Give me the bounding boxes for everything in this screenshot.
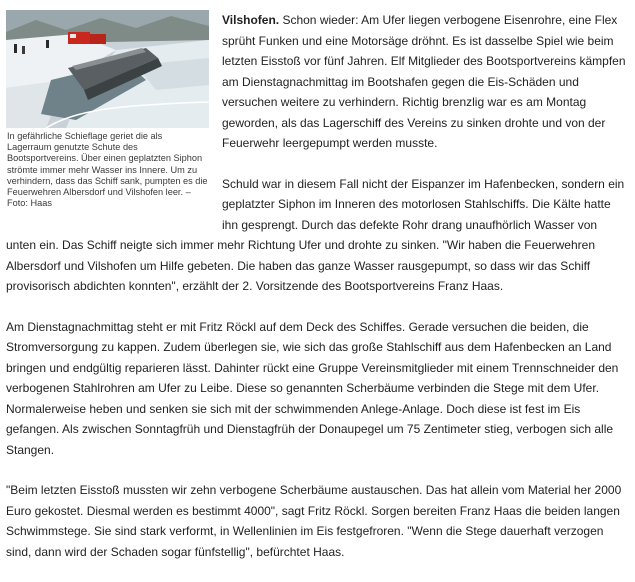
photo-figure — [6, 10, 209, 209]
paragraph-1-text: Schon wieder: Am Ufer liegen verbogene Eisenrohre, eine Flex sprüht Funken und eine Motorsäge dröhnt. Es ist dasselbe Spiel wie beim letzten Eisstoß vor fünf Jahren. Elf Mitglieder des Bootsportvereins kämpfen am Dienstagnachmittag im Bootshafen gegen die Eis-Schäden und versuchen weitere zu verhindern. Richtig brenzlig war es am Montag geworden, als das Lagerschiff des Vereins zu sinken drohte und von der Feuerwehr leergepumpt werden musste. — [222, 13, 626, 150]
paragraph-3: Am Dienstagnachmittag steht er mit Fritz Röckl auf dem Deck des Schiffes. Gerade versuchen die beiden, die Stromversorgung zu kappen. Zudem überlegen sie, wie sich das große Stahlschiff aus dem Hafenbecken an Land bringen und endgültig reparieren lässt. Dahinter rückt eine Gruppe Vereinsmitglieder mit einem Trennschneider den verbogenen Stahlrohren am Ufer zu Leibe. Diese so genannten Scherbäume verbinden die Stege mit dem Ufer. Normalerweise heben und senken sie sich mit der schwimmenden Anlege-Anlage. Doch diese ist fest im Eis gefangen. Als zwischen Sonntagfrüh und Dienstagfrüh der Donaupegel um 75 Zentimeter stieg, verbogen sich alle Stangen. — [6, 319, 619, 457]
photo-boat-in-ice-icon — [6, 10, 209, 128]
paragraph-4: "Beim letzten Eisstoß mussten wir zehn verbogene Scherbäume austauschen. Das hat allein vom Material her 2000 Euro gekostet. Diesmal werden es bestimmt 4000", sagt Fritz Röckl. Sorgen bereiten Franz Haas die beiden langen Schwimmstege. Sie sind stark verformt, in Wellenlinien im Eis festgefroren. "Wenn die Stege dauerhaft verzogen sind, dann wird der Schaden sogar fünfstellig", befürchtet Haas. — [6, 483, 622, 559]
article — [6, 10, 626, 582]
paragraph-2: Schuld war in diesem Fall nicht der Eispanzer im Hafenbecken, sondern ein geplatzter Siphon im Inneren des motorlosen Stahlschiffs. Die Kälte hatte ihn gesprengt. Durch das defekte Rohr drang unaufhörlich Wasser von unten ein. Das Schiff neigte sich immer mehr Richtung Ufer und drohte zu sinken. "Wir haben die Feuerwehren Albersdorf und Vilshofen um Hilfe gebeten. Die haben das ganze Wasser rausgepumpt, so dass wir das Schiff provisorisch abdichten konnten", erzählt der 2. Vorsitzende des Bootsportvereins Franz Haas. — [6, 176, 625, 293]
photo-caption: In gefährliche Schieflage geriet die als Lagerraum genutzte Schute des Bootsportvereins. Über einen geplatzten Siphon strömte immer mehr Wasser ins Innere. Um zu verhindern, dass das Schiff sank, pumpten es die Feuerwehren Albersdorf und Vilshofen leer. – Foto: Haas — [7, 131, 208, 209]
dateline: Vilshofen. — [222, 13, 280, 27]
